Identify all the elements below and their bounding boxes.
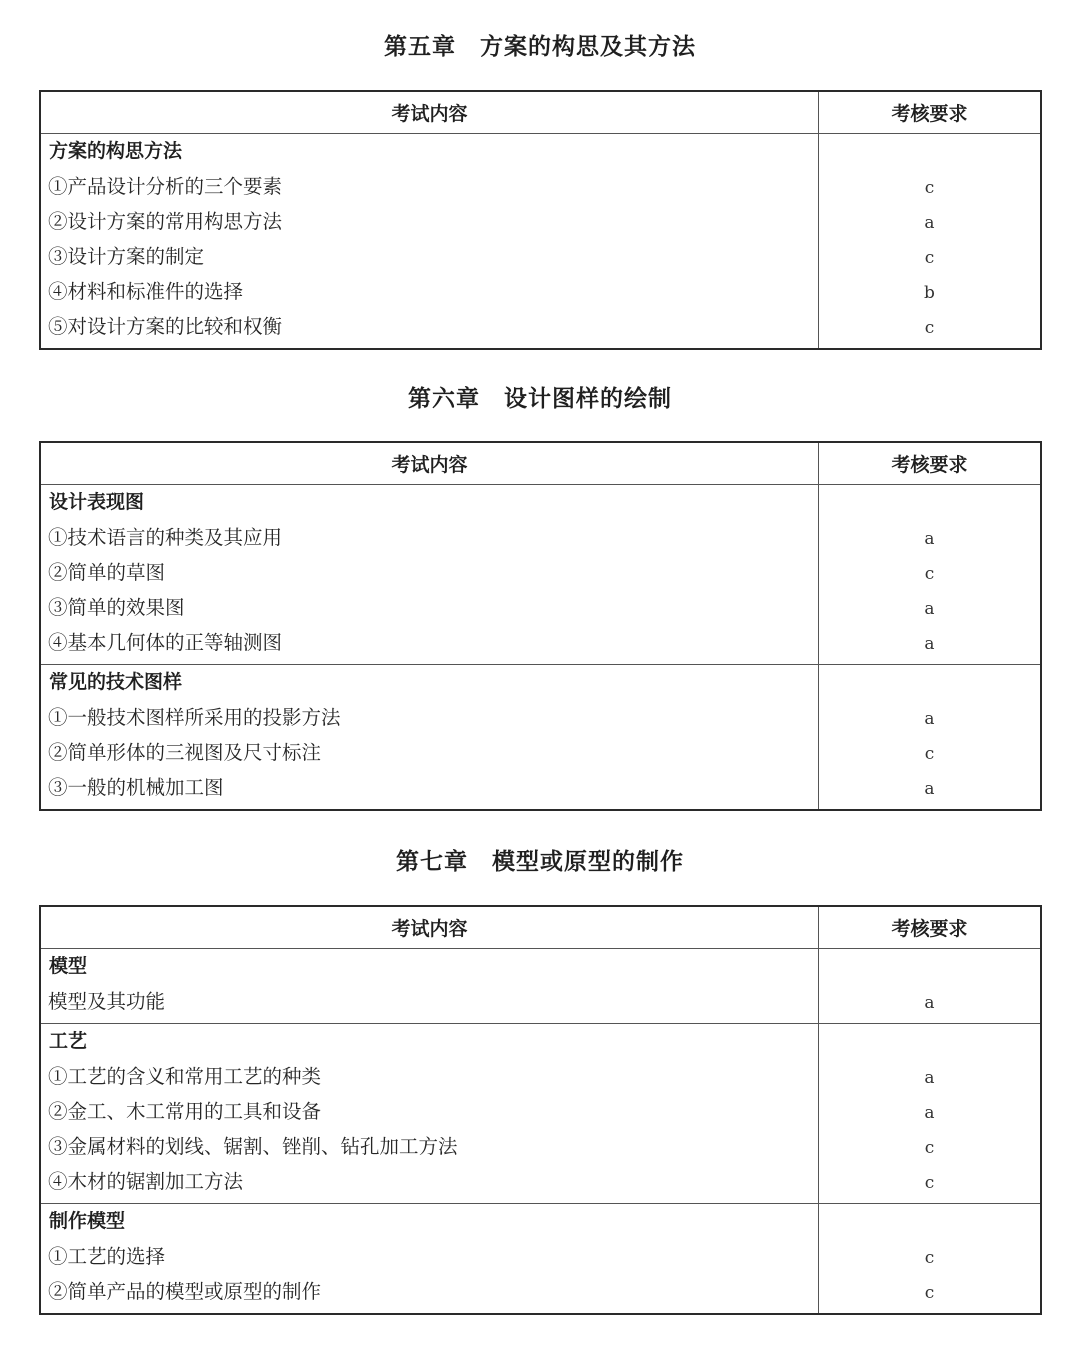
- chapter-title: 第七章 模型或原型的制作: [396, 849, 684, 875]
- table-section: [40, 134, 1041, 350]
- item-text: ②金工、木工常用的工具和设备: [48, 1100, 322, 1123]
- item-text: ①产品设计分析的三个要素: [48, 175, 283, 198]
- requirement-level: a: [924, 1103, 935, 1123]
- section-title: 常见的技术图样: [49, 671, 183, 693]
- table-section: [40, 949, 1041, 1024]
- requirement-level: a: [924, 529, 935, 549]
- requirement-level: c: [924, 1283, 935, 1303]
- requirement-level: c: [924, 248, 935, 268]
- section-title: 设计表现图: [49, 491, 145, 513]
- header-content: 考试内容: [40, 91, 819, 134]
- header-requirement: 考核要求: [819, 906, 1042, 949]
- item-text: ④基本几何体的正等轴测图: [48, 631, 283, 654]
- item-text: ③设计方案的制定: [48, 245, 205, 268]
- item-text: ①一般技术图样所采用的投影方法: [48, 706, 341, 729]
- requirement-level: b: [924, 283, 935, 303]
- item-text: ②简单的草图: [48, 561, 166, 584]
- header-requirement: 考核要求: [819, 442, 1042, 485]
- requirement-level: c: [924, 1138, 935, 1158]
- requirement-level: c: [924, 178, 935, 198]
- table-section: [40, 485, 1041, 665]
- requirement-level: a: [924, 599, 935, 619]
- requirement-level: a: [924, 993, 935, 1013]
- item-text: 模型及其功能: [48, 990, 166, 1013]
- item-text: ①工艺的选择: [48, 1245, 166, 1268]
- requirement-level: c: [924, 1173, 935, 1193]
- header-content: 考试内容: [40, 442, 819, 485]
- item-text: ③金属材料的划线、锯割、锉削、钻孔加工方法: [48, 1135, 458, 1158]
- chapter-title: 第五章 方案的构思及其方法: [384, 34, 696, 60]
- item-text: ②简单产品的模型或原型的制作: [48, 1280, 322, 1303]
- table-section: [40, 665, 1041, 811]
- requirement-level: a: [924, 634, 935, 654]
- header-content: 考试内容: [40, 906, 819, 949]
- requirements-table: [39, 441, 1042, 811]
- requirements-table: [39, 90, 1042, 350]
- item-text: ③简单的效果图: [48, 596, 185, 619]
- section-title: 工艺: [49, 1030, 88, 1052]
- requirement-level: c: [924, 744, 935, 764]
- item-text: ④材料和标准件的选择: [48, 280, 244, 303]
- section-title: 制作模型: [49, 1210, 126, 1232]
- requirement-level: c: [924, 318, 935, 338]
- section-title: 方案的构思方法: [49, 140, 183, 162]
- requirement-level: c: [924, 564, 935, 584]
- requirement-level: c: [924, 1248, 935, 1268]
- item-text: ①工艺的含义和常用工艺的种类: [48, 1065, 322, 1088]
- requirement-level: a: [924, 1068, 935, 1088]
- table-header-row: [40, 442, 1041, 485]
- requirements-table: [39, 905, 1042, 1315]
- table-section: [40, 1024, 1041, 1204]
- item-text: ②设计方案的常用构思方法: [48, 210, 283, 233]
- requirement-level: a: [924, 779, 935, 799]
- table-header-row: [40, 906, 1041, 949]
- requirement-level: a: [924, 709, 935, 729]
- chapter-title: 第六章 设计图样的绘制: [408, 386, 672, 412]
- requirement-level: a: [924, 213, 935, 233]
- item-text: ④木材的锯割加工方法: [48, 1170, 244, 1193]
- item-text: ①技术语言的种类及其应用: [48, 526, 283, 549]
- item-text: ③一般的机械加工图: [48, 776, 224, 799]
- item-text: ⑤对设计方案的比较和权衡: [48, 315, 283, 338]
- table-section: [40, 1204, 1041, 1315]
- section-title: 模型: [49, 955, 88, 977]
- item-text: ②简单形体的三视图及尺寸标注: [48, 741, 322, 764]
- header-requirement: 考核要求: [819, 91, 1042, 134]
- table-header-row: [40, 91, 1041, 134]
